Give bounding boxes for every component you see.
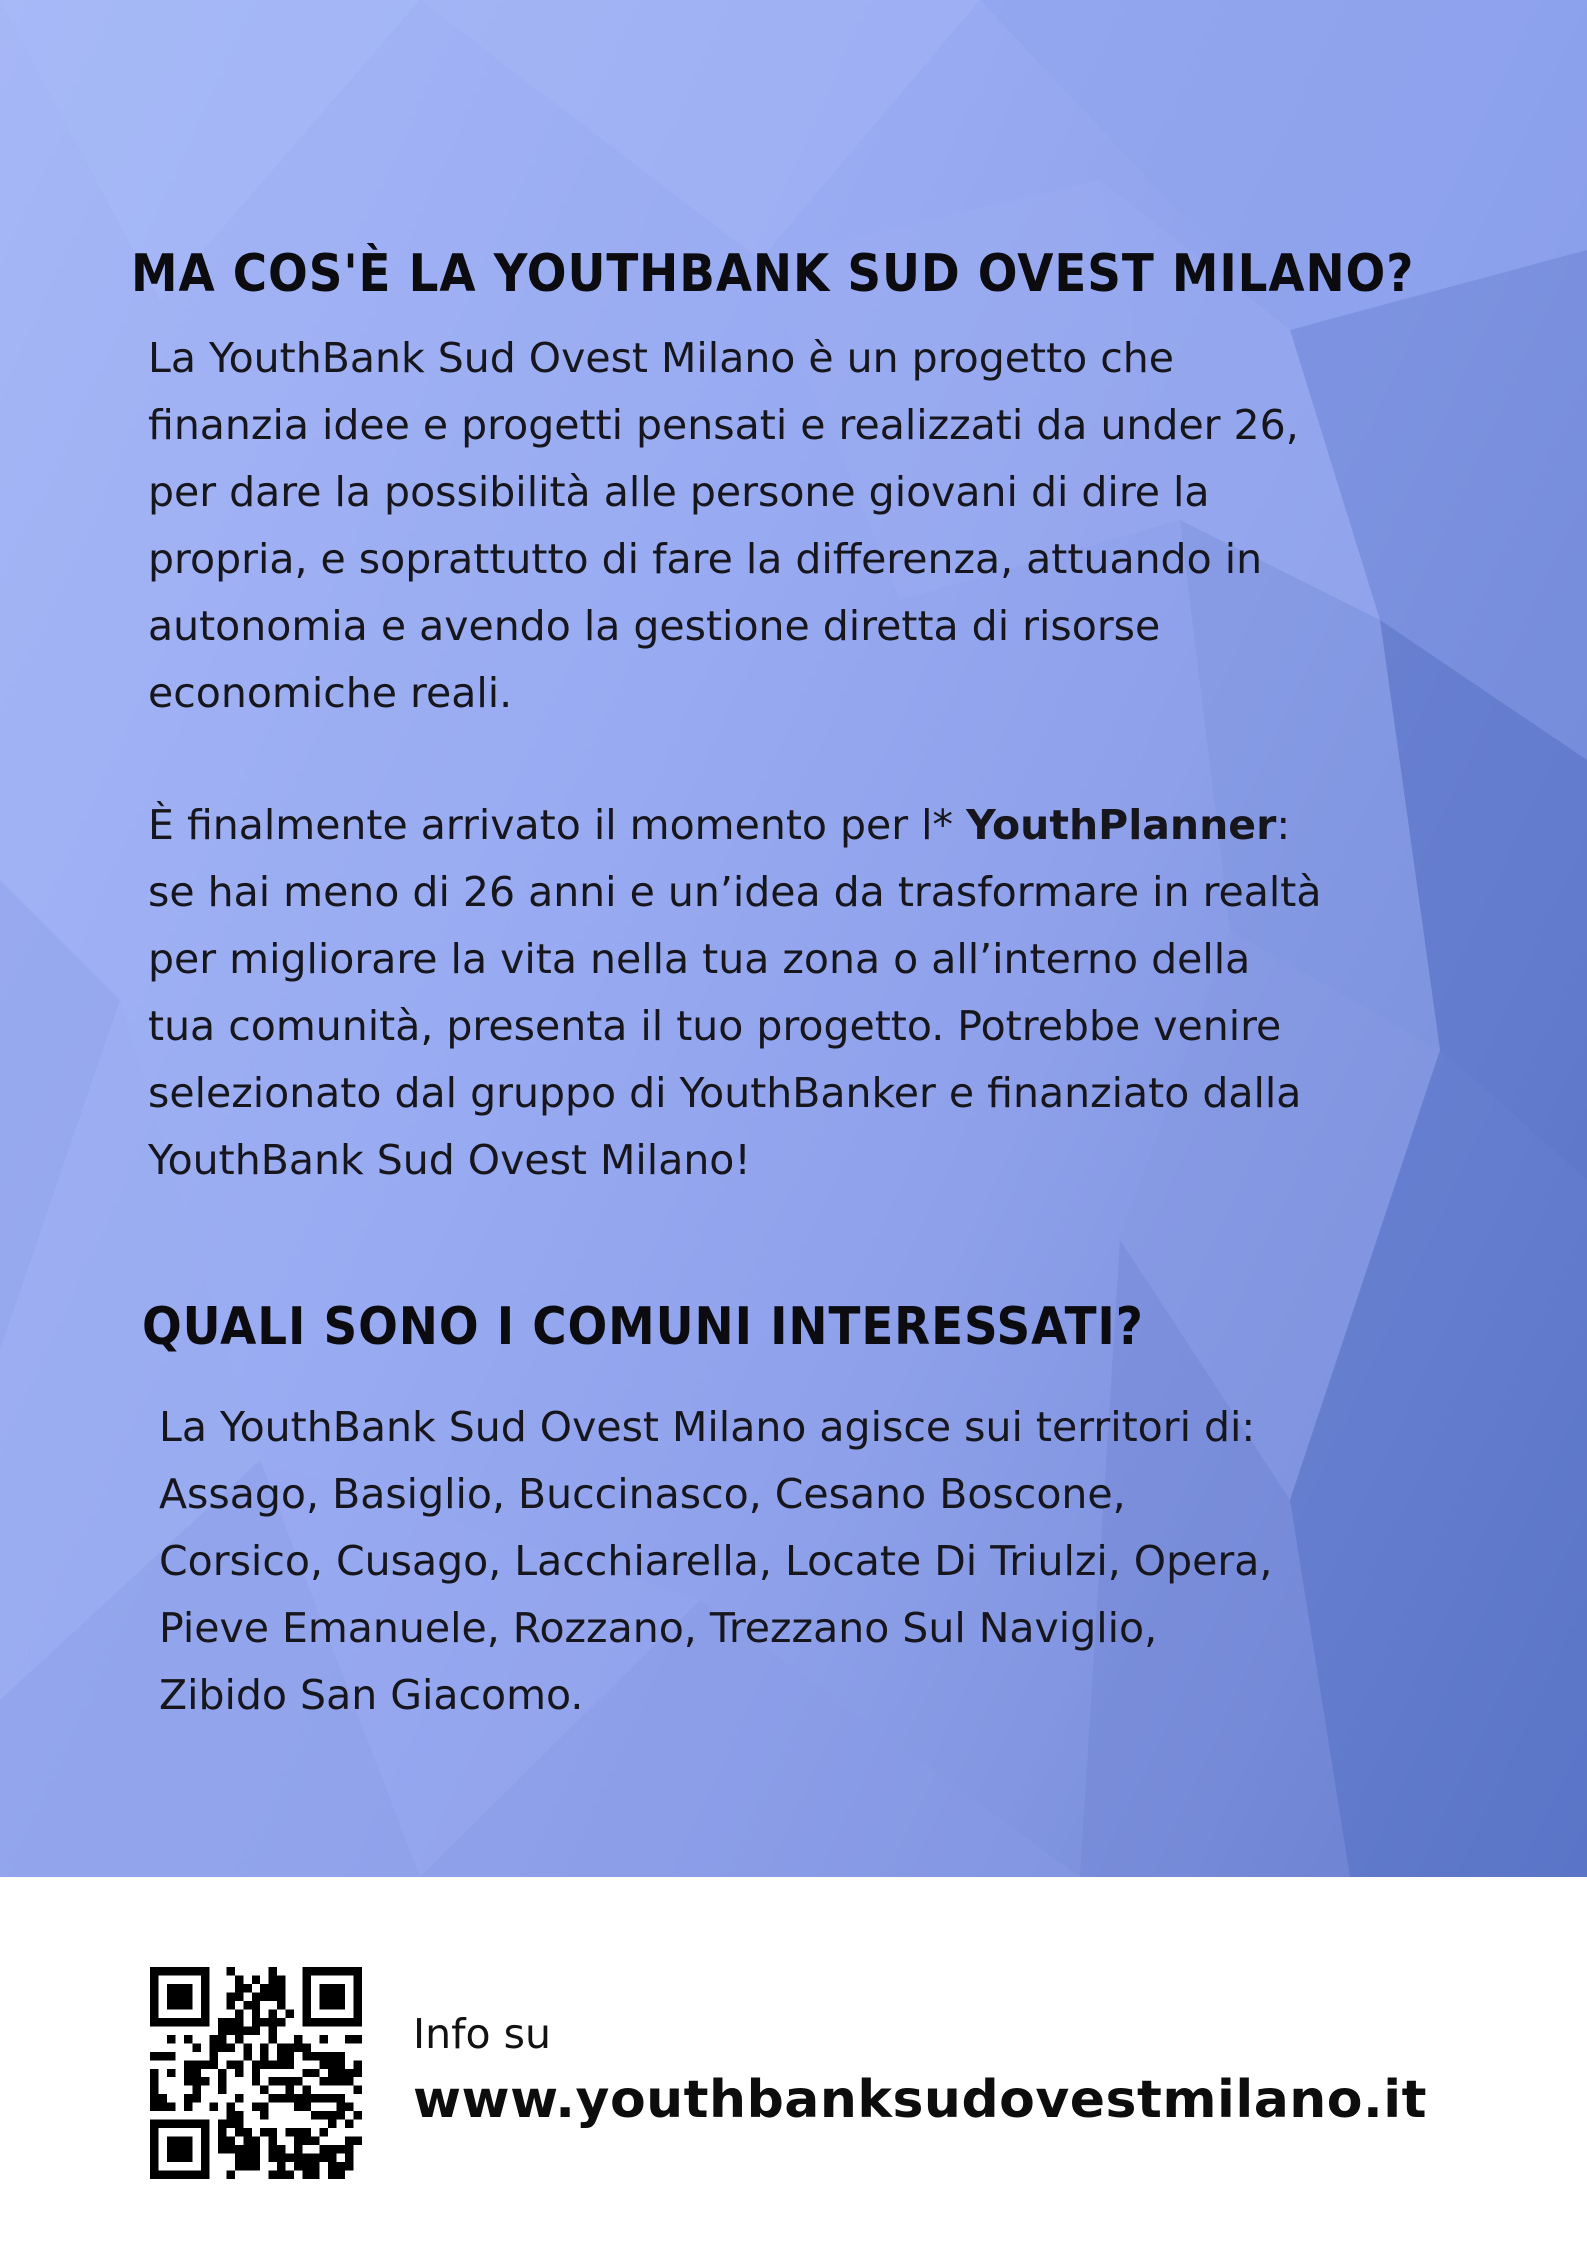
- paragraph-line: Pieve Emanuele, Rozzano, Trezzano Sul Naviglio,: [159, 1604, 1158, 1652]
- paragraph-line: propria, e soprattutto di fare la differenza, attuando in: [148, 535, 1263, 583]
- section1-heading: MA COS'È LA YOUTHBANK SUD OVEST MILANO?: [131, 244, 1415, 304]
- paragraph-line: economiche reali.: [148, 669, 513, 717]
- paragraph-line: Zibido San Giacomo.: [159, 1671, 584, 1719]
- section1-paragraph2: [148, 792, 1322, 1194]
- text-prefix: È finalmente arrivato il momento per l*: [148, 801, 967, 849]
- qr-code-icon[interactable]: [150, 1967, 362, 2179]
- paragraph-line: finanzia idee e progetti pensati e realizzati da under 26,: [148, 401, 1299, 449]
- section2-heading: QUALI SONO I COMUNI INTERESSATI?: [142, 1297, 1144, 1357]
- paragraph-line: selezionato dal gruppo di YouthBanker e finanziato dalla: [148, 1069, 1302, 1117]
- text-suffix: :: [1276, 801, 1291, 849]
- paragraph-line: Assago, Basiglio, Buccinasco, Cesano Boscone,: [159, 1470, 1126, 1518]
- youthplanner-bold: YouthPlanner: [966, 801, 1277, 849]
- qr-code-graphic: [150, 1967, 362, 2179]
- paragraph-line: La YouthBank Sud Ovest Milano agisce sui territori di:: [159, 1403, 1256, 1451]
- paragraph-line: Corsico, Cusago, Lacchiarella, Locate Di Triulzi, Opera,: [159, 1537, 1273, 1585]
- paragraph-line: autonomia e avendo la gestione diretta di risorse: [148, 602, 1161, 650]
- section2-paragraph: [159, 1394, 1272, 1729]
- paragraph-line: per migliorare la vita nella tua zona o all’interno della: [148, 935, 1251, 983]
- paragraph-line: YouthBank Sud Ovest Milano!: [148, 1136, 751, 1184]
- website-link[interactable]: www.youthbanksudovestmilano.it: [413, 2070, 1427, 2130]
- paragraph-line: tua comunità, presenta il tuo progetto. Potrebbe venire: [148, 1002, 1282, 1050]
- paragraph-line: per dare la possibilità alle persone giovani di dire la: [148, 468, 1210, 516]
- paragraph-line: [148, 792, 1322, 859]
- paragraph-line: se hai meno di 26 anni e un’idea da trasformare in realtà: [148, 868, 1322, 916]
- paragraph-line: La YouthBank Sud Ovest Milano è un progetto che: [148, 334, 1175, 382]
- info-label: Info su: [413, 2010, 551, 2058]
- section1-paragraph1: [148, 325, 1299, 727]
